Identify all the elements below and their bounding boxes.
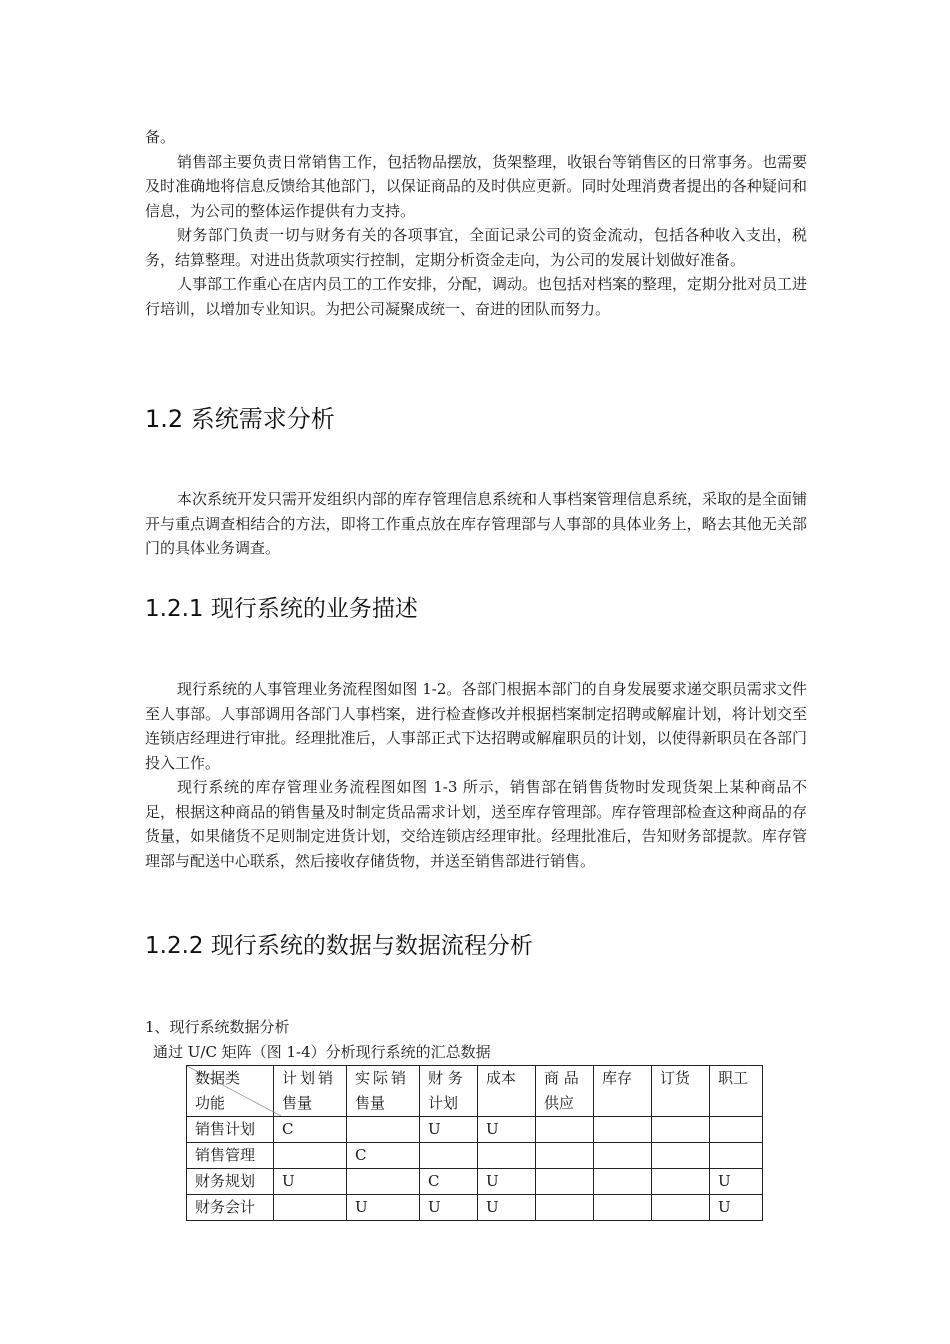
row-label: 财务规划 (187, 1169, 274, 1195)
list-item-data-analysis: 1、现行系统数据分析 (145, 1018, 290, 1036)
section-1-2-1-text (145, 677, 807, 873)
table-row (187, 1195, 763, 1221)
corner-label-data-class: 数据类 (195, 1069, 241, 1087)
table-cell: U (710, 1169, 763, 1195)
table-cell (710, 1143, 763, 1169)
table-cell (594, 1169, 652, 1195)
table-row (187, 1143, 763, 1169)
table-header-cell: 库存 (594, 1066, 652, 1117)
table-cell (347, 1117, 420, 1143)
table-cell: U (420, 1195, 478, 1221)
paragraph-continuation: 备。 (145, 128, 176, 146)
section-heading-1-2-1: 1.2.1 现行系统的业务描述 (145, 596, 418, 622)
uc-matrix-table (186, 1065, 763, 1221)
paragraph-sales-dept: 销售部主要负责日常销售工作，包括物品摆放，货架整理，收银台等销售区的日常事务。也需要及时准确地将信息反馈给其他部门，以保证商品的及时供应更新。同时处理消费者提出的各种疑问和信息，为公司的整体运作提供有力支持。 (145, 152, 808, 220)
table-corner-cell (187, 1066, 274, 1117)
table-cell (478, 1143, 536, 1169)
uc-matrix-caption: 通过 U/C 矩阵（图 1-4）分析现行系统的汇总数据 (153, 1043, 491, 1061)
table-cell (274, 1195, 347, 1221)
row-label: 销售管理 (187, 1143, 274, 1169)
table-header-cell: 订货 (652, 1066, 710, 1117)
table-cell (594, 1143, 652, 1169)
table-header-cell: 职工 (710, 1066, 763, 1117)
table-cell: U (478, 1169, 536, 1195)
table-row (187, 1117, 763, 1143)
table-cell (347, 1169, 420, 1195)
paragraph-hr-dept: 人事部工作重心在店内员工的工作安排，分配，调动。也包括对档案的整理，定期分批对员工进行培训，以增加专业知识。为把公司凝聚成统一、奋进的团队而努力。 (145, 275, 808, 318)
table-cell (274, 1143, 347, 1169)
table-cell (652, 1169, 710, 1195)
table-cell: C (274, 1117, 347, 1143)
table-cell (420, 1143, 478, 1169)
table-cell (652, 1117, 710, 1143)
table-cell: U (420, 1117, 478, 1143)
table-cell (536, 1169, 594, 1195)
table-cell: U (274, 1169, 347, 1195)
table-header-cell: 计划销 售量 (274, 1066, 347, 1117)
intro-text-block (145, 125, 807, 321)
table-cell (536, 1143, 594, 1169)
table-cell (594, 1195, 652, 1221)
paragraph-inventory-process: 现行系统的库存管理业务流程图如图 1-3 所示，销售部在销售货物时发现货架上某种商品不足，根据这种商品的销售量及时制定货品需求计划，送至库存管理部。库存管理部检查这种商品的存货量，如果储货不足则制定进货计划，交给连锁店经理审批。经理批准后，告知财务部提款。库存管理部与配送中心联系，然后接收存储货物，并送至销售部进行销售。 (145, 778, 807, 870)
table-cell (594, 1117, 652, 1143)
section-1-2-text (145, 487, 807, 561)
table-header-cell: 商 品 供应 (536, 1066, 594, 1117)
section-heading-1-2: 1.2 系统需求分析 (145, 405, 335, 433)
table-cell: C (420, 1169, 478, 1195)
table-cell (536, 1195, 594, 1221)
row-label: 财务会计 (187, 1195, 274, 1221)
table-cell: U (478, 1117, 536, 1143)
table-cell (710, 1117, 763, 1143)
table-header-cell: 成本 (478, 1066, 536, 1117)
table-row (187, 1169, 763, 1195)
corner-label-function: 功能 (195, 1094, 226, 1112)
paragraph-hr-process: 现行系统的人事管理业务流程图如图 1-2。各部门根据本部门的自身发展要求递交职员需求文件至人事部。人事部调用各部门人事档案，进行检查修改并根据档案制定招聘或解雇计划，将计划交至连锁店经理进行审批。经理批准后，人事部正式下达招聘或解雇职员的计划，以使得新职员在各部门投入工作。 (145, 680, 807, 772)
section-heading-1-2-2: 1.2.2 现行系统的数据与数据流程分析 (145, 933, 533, 959)
table-header-row (187, 1066, 763, 1117)
table-cell: U (478, 1195, 536, 1221)
row-label: 销售计划 (187, 1117, 274, 1143)
table-header-cell: 财 务 计划 (420, 1066, 478, 1117)
table-cell: C (347, 1143, 420, 1169)
table-cell: U (347, 1195, 420, 1221)
table-cell (652, 1195, 710, 1221)
table-cell: U (710, 1195, 763, 1221)
table-cell (652, 1143, 710, 1169)
table-cell (536, 1117, 594, 1143)
paragraph-requirements: 本次系统开发只需开发组织内部的库存管理信息系统和人事档案管理信息系统，采取的是全面铺开与重点调查相结合的方法，即将工作重点放在库存管理部与人事部的具体业务上，略去其他无关部门的具体业务调查。 (145, 490, 808, 557)
table-header-cell: 实际销 售量 (347, 1066, 420, 1117)
paragraph-finance-dept: 财务部门负责一切与财务有关的各项事宜，全面记录公司的资金流动，包括各种收入支出，税务，结算整理。对进出货款项实行控制，定期分析资金走向，为公司的发展计划做好准备。 (145, 226, 807, 269)
